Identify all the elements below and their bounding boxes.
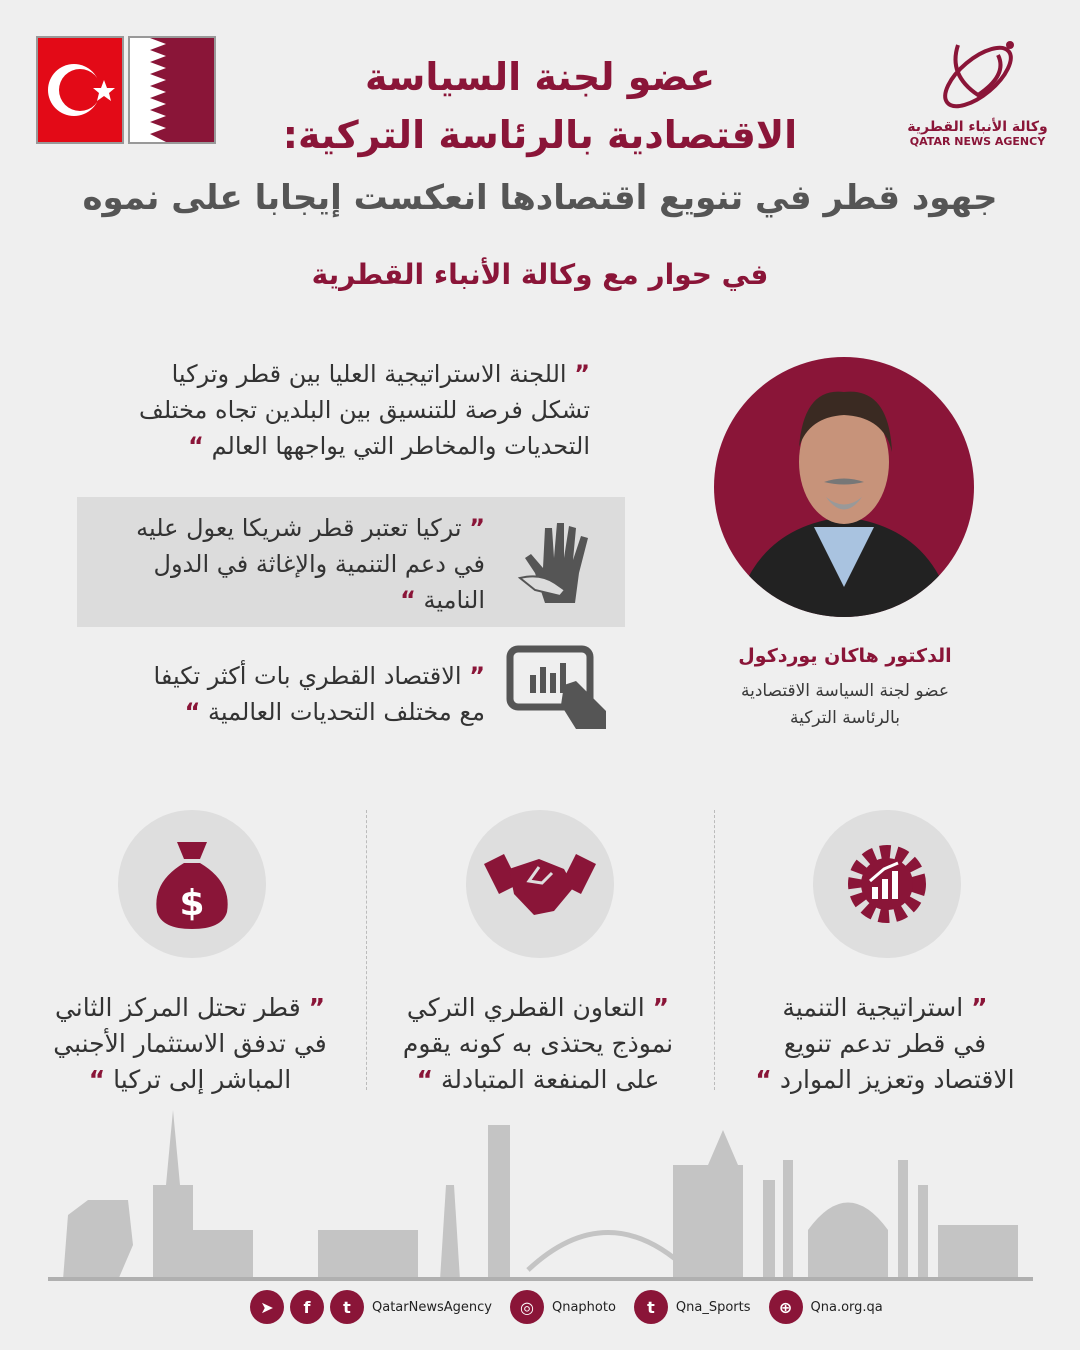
handshake-icon — [466, 810, 614, 958]
person-role-2: بالرئاسة التركية — [790, 708, 900, 728]
interview-note: في حوار مع وكالة الأنباء القطرية — [311, 258, 769, 291]
telegram-icon[interactable]: ➤ — [250, 1290, 284, 1324]
sports-handle[interactable]: Qna_Sports — [675, 1299, 751, 1315]
subtitle: جهود قطر في تنويع اقتصادها انعكست إيجابا على نموه — [82, 178, 998, 218]
turkey-flag — [36, 36, 124, 144]
footer-social — [250, 1290, 895, 1324]
divider — [714, 810, 715, 1090]
globe-icon[interactable]: ⊕ — [769, 1290, 803, 1324]
person-name: الدكتور هاكان يوردكول — [738, 645, 952, 667]
skyline-illustration — [48, 1105, 1033, 1289]
money-bag-icon — [118, 810, 266, 958]
quote-3: ” الاقتصاد القطري بات أكثر تكيفا مع مختلف التحديات العالمية “ — [153, 662, 485, 726]
social-handle[interactable]: QatarNewsAgency — [372, 1299, 492, 1315]
quote-2: ” تركيا تعتبر قطر شريكا يعول عليه في دعم التنمية والإغاثة في الدول النامية “ — [136, 514, 485, 614]
tablet-chart-icon — [506, 645, 611, 737]
person-caption — [700, 645, 990, 731]
column-quote-3: ” استراتيجية التنمية في قطر تدعم تنويع الاقتصاد وتعزيز الموارد “ — [755, 993, 1015, 1094]
qna-logo — [905, 35, 1050, 148]
quote-1: ” اللجنة الاستراتيجية العليا بين قطر وتركيا تشكل فرصة للتنسيق بين البلدين تجاه مختلف التحديات والمخاطر التي يواجهها العالم “ — [138, 360, 590, 460]
divider — [366, 810, 367, 1090]
title-line-1: عضو لجنة السياسة — [364, 55, 716, 99]
qatar-flag — [128, 36, 216, 144]
facebook-icon[interactable]: f — [290, 1290, 324, 1324]
instagram-icon[interactable]: ◎ — [510, 1290, 544, 1324]
svg-text:$: $ — [179, 882, 205, 924]
column-quote-2: ” التعاون القطري التركي نموذج يحتذى به كونه يقوم على المنفعة المتبادلة “ — [402, 993, 674, 1094]
helping-hand-icon — [515, 518, 600, 612]
column-quote-1: ” قطر تحتل المركز الثاني في تدفق الاستثمار الأجنبي المباشر إلى تركيا “ — [53, 993, 327, 1094]
person-photo — [714, 357, 974, 617]
logo-english: QATAR NEWS AGENCY — [909, 135, 1046, 148]
logo-arabic: وكالة الأنباء القطرية — [907, 119, 1048, 135]
website-link[interactable]: Qna.org.qa — [810, 1299, 883, 1315]
title-line-2: الاقتصادية بالرئاسة التركية: — [282, 113, 798, 157]
instagram-handle[interactable]: Qnaphoto — [551, 1299, 616, 1315]
twitter-icon[interactable]: t — [330, 1290, 364, 1324]
qna-logo-icon — [928, 35, 1028, 115]
gear-chart-icon — [813, 810, 961, 958]
person-role: عضو لجنة السياسة الاقتصادية — [740, 681, 950, 701]
main-title — [250, 48, 830, 164]
twitter-icon[interactable]: t — [634, 1290, 668, 1324]
